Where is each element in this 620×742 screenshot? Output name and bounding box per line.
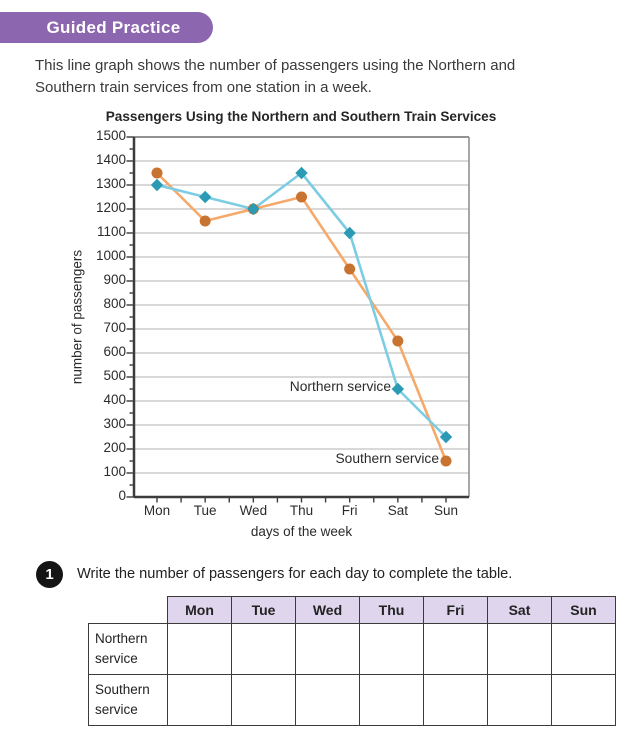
- guided-practice-badge: [0, 12, 213, 43]
- answer-cell-southern-fri[interactable]: [424, 675, 488, 726]
- table-header-thu: Thu: [360, 597, 424, 624]
- y-tick-label: 300: [103, 416, 126, 431]
- y-tick-label: 800: [103, 296, 126, 311]
- series-label-northern: Northern service: [289, 379, 391, 394]
- y-tick-label: 700: [103, 320, 126, 335]
- answer-table: [88, 596, 616, 726]
- answer-cell-southern-tue[interactable]: [232, 675, 296, 726]
- y-tick-label: 1200: [95, 200, 126, 215]
- answer-cell-southern-wed[interactable]: [296, 675, 360, 726]
- y-tick-label: 400: [103, 392, 126, 407]
- guided-practice-label: Guided Practice: [46, 17, 181, 37]
- table-header-sun: Sun: [552, 597, 616, 624]
- question-text: Write the number of passengers for each day to complete the table.: [77, 566, 513, 582]
- answer-cell-southern-sat[interactable]: [488, 675, 552, 726]
- answer-cell-northern-sat[interactable]: [488, 624, 552, 675]
- answer-cell-southern-thu[interactable]: [360, 675, 424, 726]
- x-tick-label: Thu: [289, 503, 314, 518]
- table-header-wed: Wed: [296, 597, 360, 624]
- y-tick-label: 1000: [95, 248, 126, 263]
- answer-cell-northern-thu[interactable]: [360, 624, 424, 675]
- y-tick-label: 1100: [96, 224, 126, 239]
- x-tick-label: Tue: [193, 503, 217, 518]
- x-tick-label: Sun: [433, 503, 459, 518]
- answer-cell-northern-wed[interactable]: [296, 624, 360, 675]
- y-tick-label: 500: [103, 368, 126, 383]
- answer-cell-southern-sun[interactable]: [552, 675, 616, 726]
- answer-cell-northern-tue[interactable]: [232, 624, 296, 675]
- table-header-row: [89, 597, 616, 624]
- y-tick-label: 1500: [95, 128, 126, 143]
- table-header-tue: Tue: [232, 597, 296, 624]
- y-tick-label: 100: [103, 464, 126, 479]
- y-axis-title: number of passengers: [69, 249, 85, 385]
- intro-line-1: This line graph shows the number of passengers using the Northern and: [35, 57, 516, 74]
- answer-cell-southern-mon[interactable]: [168, 675, 232, 726]
- table-corner-cell: [89, 597, 168, 624]
- x-tick-label: Fri: [341, 503, 358, 518]
- table-row-northern: [89, 624, 616, 675]
- table-header-fri: Fri: [424, 597, 488, 624]
- x-axis-tick-labels: [134, 503, 469, 521]
- table-header-sat: Sat: [488, 597, 552, 624]
- y-tick-label: 1400: [95, 152, 126, 167]
- y-tick-label: 200: [103, 440, 126, 455]
- y-tick-label: 600: [103, 344, 126, 359]
- y-tick-label: 1300: [95, 176, 126, 191]
- series-label-southern: Southern service: [335, 451, 439, 466]
- row-label-northern: Northern service: [89, 624, 168, 675]
- chart-title: Passengers Using the Northern and Southern Train Services: [105, 109, 497, 124]
- x-axis-title: days of the week: [250, 524, 353, 539]
- question-number: 1: [45, 566, 54, 583]
- answer-cell-northern-fri[interactable]: [424, 624, 488, 675]
- x-tick-label: Wed: [239, 503, 268, 518]
- intro-line-2: Southern train services from one station in a week.: [35, 79, 372, 96]
- row-label-southern: Southern service: [89, 675, 168, 726]
- line-chart-plot: [134, 137, 469, 497]
- table-header-mon: Mon: [168, 597, 232, 624]
- question-number-badge: [36, 561, 63, 588]
- answer-cell-northern-mon[interactable]: [168, 624, 232, 675]
- y-tick-label: 0: [118, 488, 126, 503]
- intro-text: [35, 55, 605, 99]
- table-row-southern: [89, 675, 616, 726]
- x-tick-label: Mon: [143, 503, 171, 518]
- answer-cell-northern-sun[interactable]: [552, 624, 616, 675]
- y-tick-label: 900: [103, 272, 126, 287]
- x-tick-label: Sat: [387, 503, 408, 518]
